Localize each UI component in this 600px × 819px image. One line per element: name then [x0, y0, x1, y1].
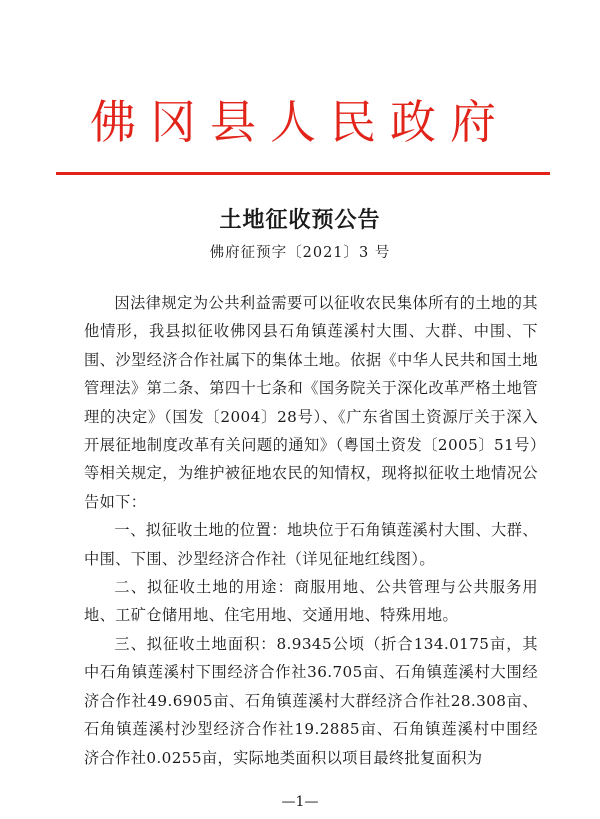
body-paragraph-area: 三、拟征收土地面积：8.9345公顷（折合134.0175亩，其中石角镇莲溪村下围经济合作社36.705亩、石角镇莲溪村大围经济合作社49.6905亩、石角镇莲溪村大群经济合作社28.308亩、石角镇莲溪村沙𡋾经济合作社19.2885亩、石角镇莲溪村中围经济合作社0.0255亩，实际地类面积以项目最终批复面积为: [84, 634, 538, 767]
body-paragraph-location: 一、拟征收土地的位置：地块位于石角镇莲溪村大围、大群、中围、下围、沙𡋾经济合作社（详见征地红线图）。: [84, 521, 538, 568]
body-paragraph-intro: 因法律规定为公共利益需要可以征收农民集体所有的土地的其他情形，我县拟征收佛冈县石角镇莲溪村大围、大群、中围、下围、沙𡋾经济合作社属下的集体土地。依据《中华人民共和国土地管理法》第二条、第四十七条和《国务院关于深化改革严格土地管理的决定》（国发〔2004〕28号）、《广东省国土资源厅关于深入开展征地制度改革有关问题的通知》（粤国土资发〔2005〕51号）等相关规定，为维护被征地农民的知情权，现将拟征收土地情况公告如下：: [84, 294, 538, 511]
body-paragraph-usage: 二、拟征收土地的用途：商服用地、公共管理与公共服务用地、工矿仓储用地、住宅用地、交通用地、特殊用地。: [84, 578, 538, 625]
page-number: —1—: [281, 794, 319, 810]
document-body: [84, 289, 538, 772]
issuing-organization-header: 佛冈县人民政府: [90, 95, 510, 149]
red-header-rule: [56, 172, 550, 175]
document-number: 佛府征预字〔2021〕3 号: [209, 245, 391, 261]
document-title: 土地征收预公告: [219, 208, 381, 233]
